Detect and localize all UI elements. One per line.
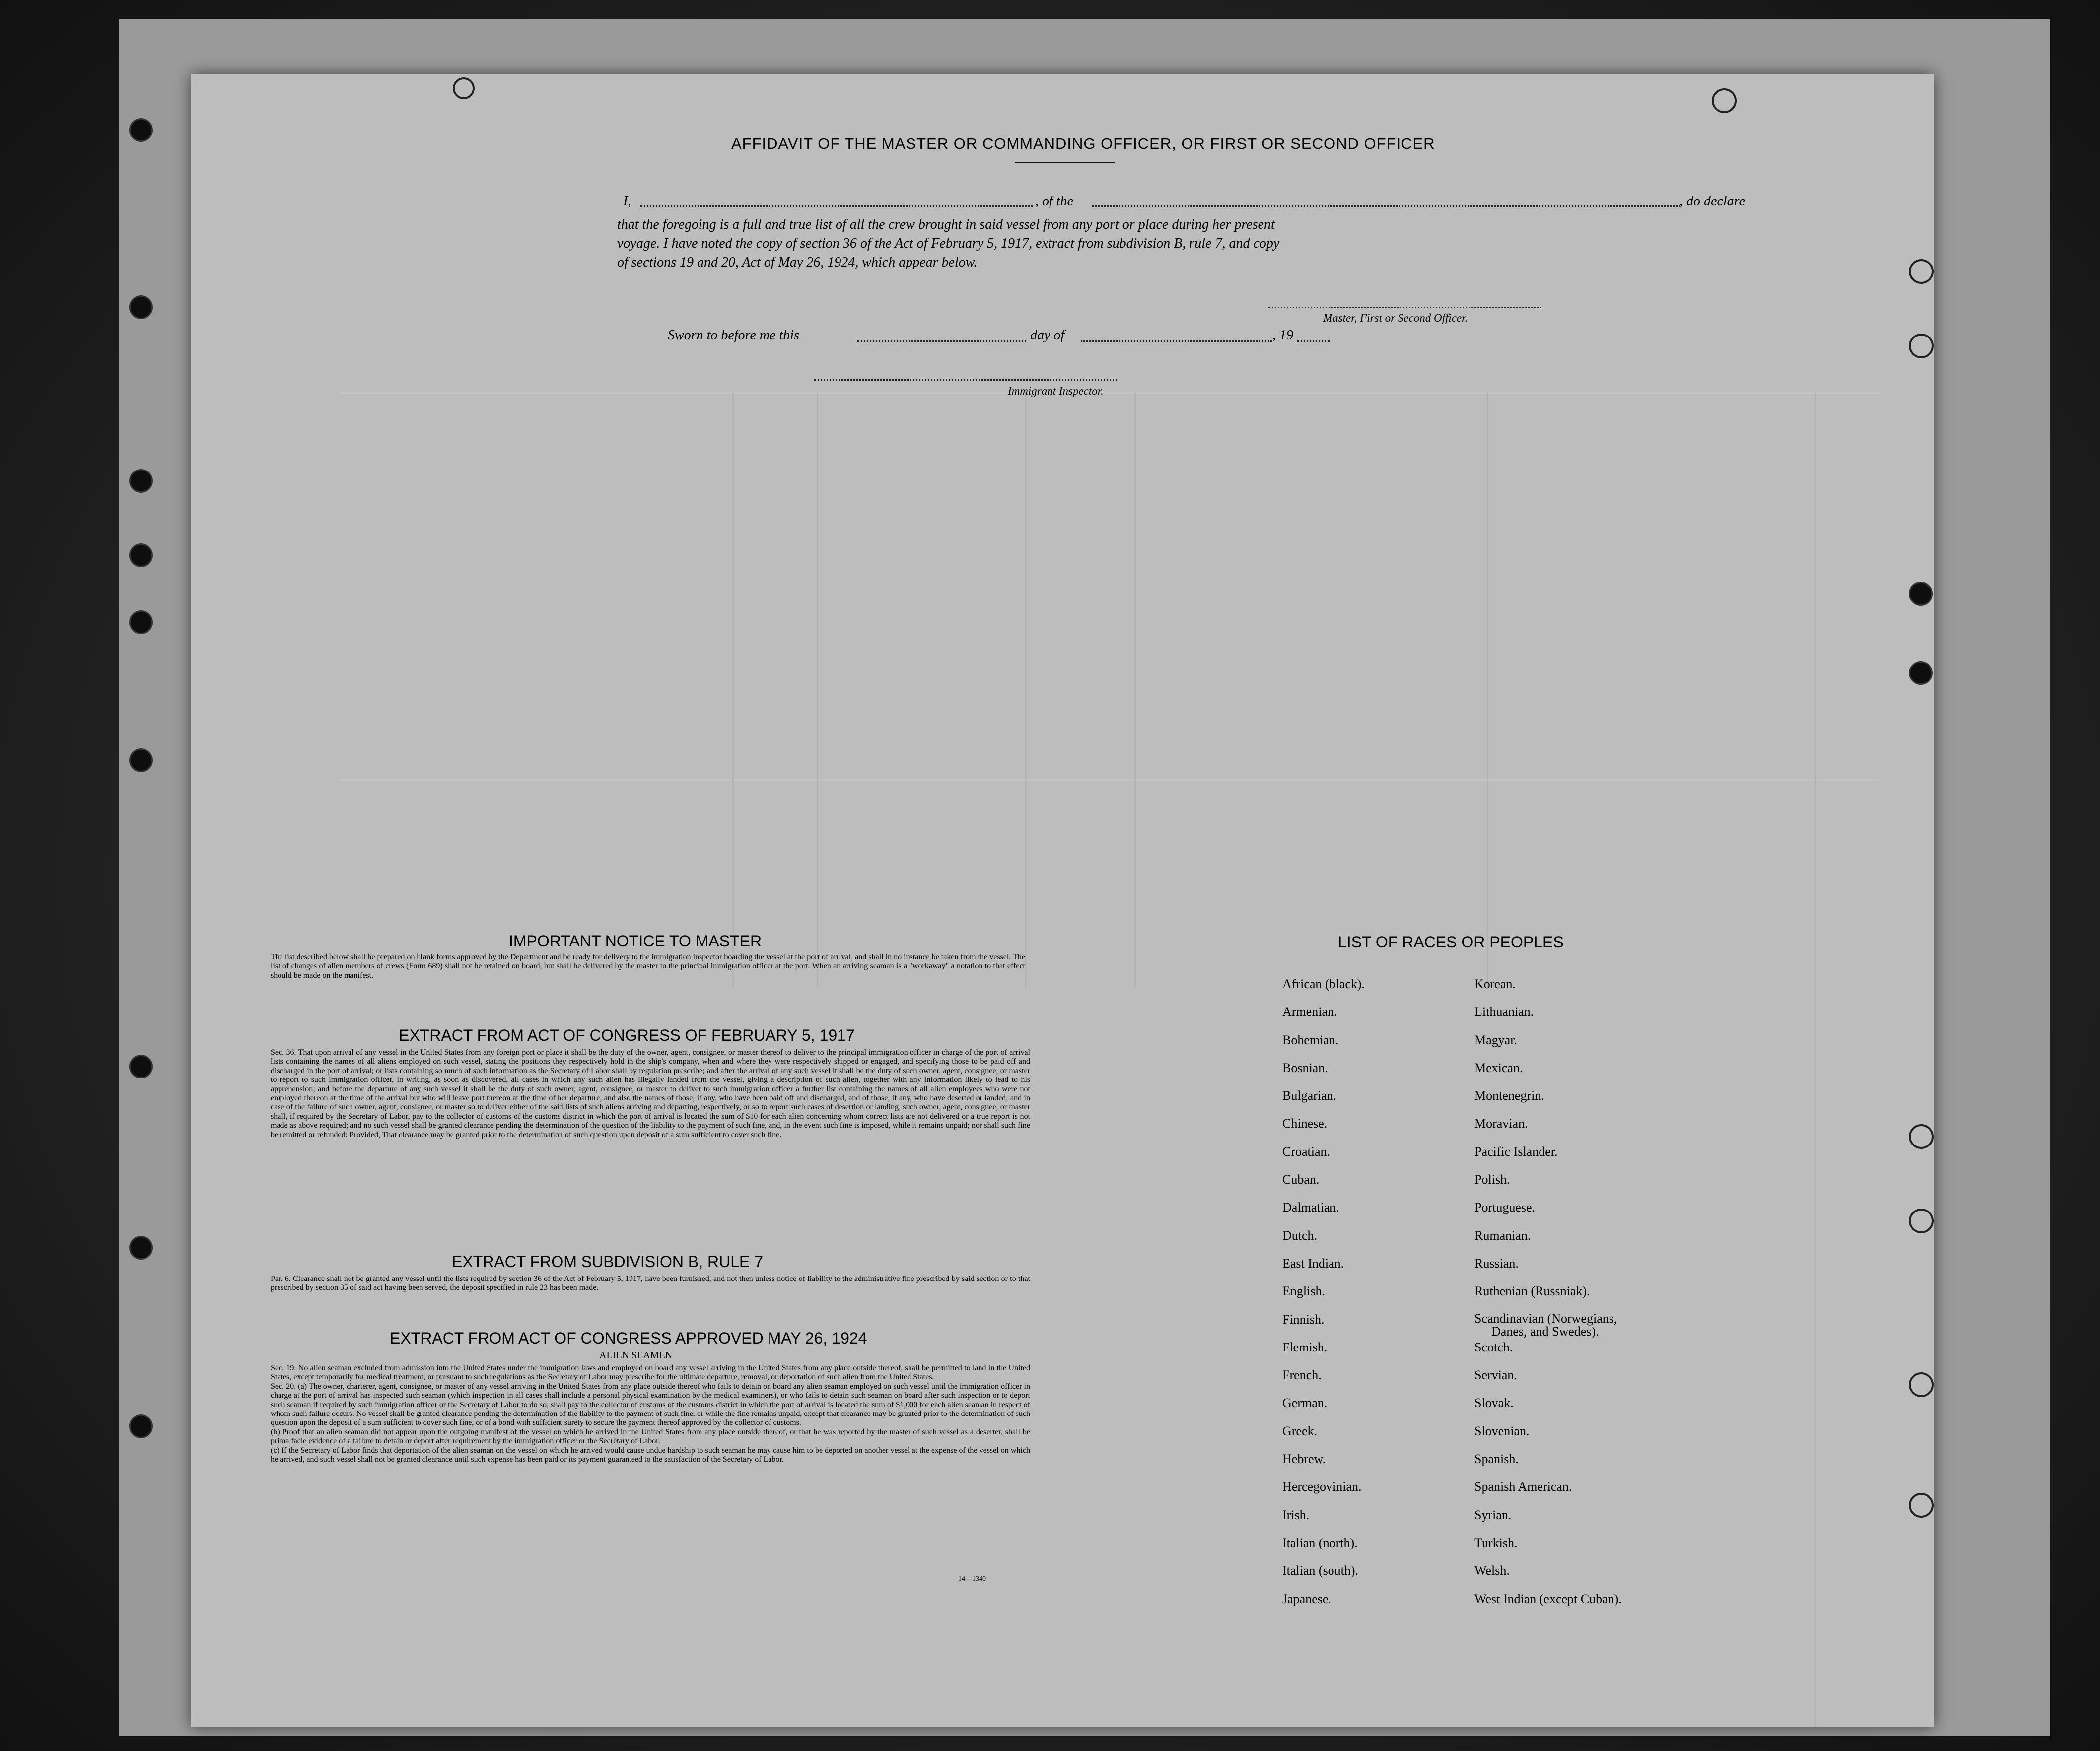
notice-title: IMPORTANT NOTICE TO MASTER — [509, 932, 762, 950]
binder-hole — [1909, 1209, 1934, 1233]
day-of-label: day of — [1030, 328, 1065, 343]
race-item: English. — [1282, 1284, 1325, 1299]
race-item: Spanish American. — [1474, 1480, 1572, 1494]
extract-1924-title: EXTRACT FROM ACT OF CONGRESS APPROVED MAY 26, 1924 — [390, 1329, 867, 1347]
race-item: Finnish. — [1282, 1312, 1325, 1327]
i-label: I, — [623, 194, 631, 209]
race-item: West Indian (except Cuban). — [1474, 1591, 1622, 1606]
binder-hole — [129, 1414, 153, 1438]
race-item: Japanese. — [1282, 1591, 1331, 1606]
race-item: Italian (south). — [1282, 1563, 1359, 1578]
race-item-scandinavian: Scandinavian (Norwegians, — [1474, 1311, 1617, 1326]
year-label: , 19 — [1272, 328, 1293, 343]
inspector-signature-field[interactable] — [814, 379, 1117, 381]
races-left-column — [1282, 977, 1365, 1619]
affidavit-line-i — [623, 194, 631, 209]
race-item: Syrian. — [1474, 1507, 1512, 1522]
affidavit-line-2: voyage. I have noted the copy of section 36 of the Act of February 5, 1917, extract from subdivision B, rule 7, and copy — [617, 236, 1280, 251]
binder-hole — [1909, 1372, 1934, 1397]
race-item: Slovak. — [1474, 1396, 1514, 1411]
master-signature-label: Master, First or Second Officer. — [1323, 312, 1468, 324]
sworn-year-field[interactable] — [1297, 340, 1330, 342]
race-item: Spanish. — [1474, 1452, 1519, 1467]
of-the-label: , of the — [1035, 194, 1073, 209]
binder-hole — [129, 295, 153, 319]
binder-hole — [129, 610, 153, 634]
race-item: Portuguese. — [1474, 1200, 1536, 1215]
race-item: French. — [1282, 1368, 1322, 1383]
binder-hole — [1909, 334, 1934, 358]
race-item: Dalmatian. — [1282, 1200, 1339, 1215]
sec-19: Sec. 19. No alien seaman excluded from admission into the United States under the immigration laws and employed on board any vessel arriving in the United States from any place outside thereof, shall be permitted to land in the United States, except temporarily for medical treatment, or pursuant to such regulations as the Secretary of Labor may prescribe for the ultimate departure, removal, or deportation of such alien from the United States. — [271, 1364, 1030, 1382]
binder-hole — [129, 543, 153, 567]
sworn-label: Sworn to before me this — [668, 328, 799, 343]
race-item: Montenegrin. — [1474, 1088, 1544, 1103]
race-item: East Indian. — [1282, 1256, 1344, 1271]
binder-hole — [453, 77, 475, 99]
affidavit-line-3: of sections 19 and 20, Act of May 26, 1924, which appear below. — [617, 255, 978, 270]
inspector-label: Immigrant Inspector. — [1008, 385, 1104, 397]
rule-7-title: EXTRACT FROM SUBDIVISION B, RULE 7 — [452, 1253, 764, 1271]
vessel-name-field[interactable] — [1092, 205, 1680, 207]
binder-hole — [129, 1236, 153, 1260]
race-item — [1474, 1312, 1622, 1340]
race-item: Ruthenian (Russniak). — [1474, 1284, 1590, 1299]
race-item: Flemish. — [1282, 1340, 1328, 1354]
race-item: Russian. — [1474, 1256, 1519, 1271]
binder-hole — [129, 118, 153, 142]
race-item: Croatian. — [1282, 1144, 1330, 1159]
notice-body: The list described below shall be prepared on blank forms approved by the Department and be ready for delivery to the immigration inspector boarding the vessel at the port of arrival, and shall in no instance be taken from the vessel. The list of changes of alien members of crews (Form 689) shall not be retained on board, but shall be delivered by the master to the principal immigration officer at the port. When an arriving seaman is a "workaway" a notation to that effect should be made on the manifest. — [271, 953, 1025, 980]
sec-20c: (c) If the Secretary of Labor finds that deportation of the alien seaman on the vessel on which he arrived would cause undue hardship to such seaman he may cause him to be deported on another vessel at the expense of the vessel on which he arrived, and such vessel shall not be granted clearance until such expense has been paid or its payment guaranteed to the satisfaction of the Secretary of Labor. — [271, 1446, 1030, 1464]
binder-hole — [1909, 1493, 1934, 1518]
binder-hole — [129, 748, 153, 772]
race-item: Hercegovinian. — [1282, 1480, 1362, 1494]
master-name-field[interactable] — [640, 205, 1033, 207]
race-item: Welsh. — [1474, 1563, 1510, 1578]
race-item-scandinavian-cont: Danes, and Swedes). — [1491, 1324, 1599, 1339]
race-item: African (black). — [1282, 977, 1365, 991]
rule-7-body: Par. 6. Clearance shall not be granted any vessel until the lists required by section 36 of the Act of February 5, 1917, have been furnished, and not then unless notice of liability to the administrative fine prescribed by said section or to that prescribed by section 35 of said act having been served, the deposit specified in rule 23 has been made. — [271, 1275, 1030, 1292]
alien-seamen-subtitle: ALIEN SEAMEN — [599, 1350, 673, 1361]
race-item: Turkish. — [1474, 1535, 1518, 1550]
affidavit-title-rule — [1015, 162, 1115, 163]
extract-1917-title: EXTRACT FROM ACT OF CONGRESS OF FEBRUARY 5, 1917 — [399, 1026, 855, 1044]
extract-1917-body: Sec. 36. That upon arrival of any vessel in the United States from any foreign port or place it shall be the duty of the owner, agent, consignee, or master thereof to deliver to the principal immigration officer in charge of the port of arrival lists containing the names of all aliens employed on such vessel, stating the positions they respectively hold in the ship's company, when and where they were respectively shipped or engaged, and specifying those to be paid off and discharged in the port of arrival; or lists containing so much of such information as the Secretary of Labor shall by regulation prescribe; and after the arrival of any such vessel it shall be the duty of such owner, agent, consignee, or master to report to such immigration officer, in writing, as soon as discovered, all cases in which any such alien has illegally landed from the vessel, giving a description of such alien, together with any information likely to lead to his apprehension; and before the departure of any such vessel it shall be the duty of such owner, agent, consignee, or master to deliver to such immigration officer a further list containing the names of all alien employees who were not employed thereon at the time of the arrival but who will leave port thereon at the time of her departure, and also the names of those, if any, who have been paid off and discharged, and of those, if any, who have deserted or landed; and in case of the failure of such owner, agent, consignee, or master so to deliver either of the said lists of such aliens arriving and departing, respectively, or so to report such cases of desertion or landing, such owner, agent, consignee, or master shall, if required by the Secretary of Labor, pay to the collector of customs of the customs district in which the port of arrival is located the sum of $10 for each alien concerning whom correct lists are not delivered or a true report is not made as above required; and no such vessel shall be granted clearance pending the determination of the question of the liability to the payment of such fine, and, in the event such fine is imposed, while it remains unpaid; nor shall such fine be remitted or refunded: Provided, That clearance may be granted prior to the determination of such question upon deposit of a sum sufficient to cover such fine. — [271, 1048, 1030, 1139]
race-item: Korean. — [1474, 977, 1516, 991]
binder-hole — [1909, 1124, 1934, 1149]
binder-hole — [1909, 582, 1933, 606]
race-item: German. — [1282, 1396, 1328, 1411]
sec-20a: Sec. 20. (a) The owner, charterer, agent, consignee, or master of any vessel arriving in the United States from any place outside thereof who fails to detain on board any alien seaman employed on such vessel until the immigration officer in charge at the port of arrival has inspected such seaman (which inspection in all cases shall include a personal physical examination by the medical examiners), or who fails to detain such seaman on board after such inspection or to deport such seaman if required by such immigration officer or the Secretary of Labor to do so, shall pay to the collector of customs of the customs district in which the port of arrival is located the sum of $1,000 for each alien seaman in respect of whom such failure occurs. No vessel shall be granted clearance pending the determination of the liability to the payment of such fine, or while the fine remains unpaid, except that clearance may be granted prior to the determination of such question upon the deposit of a sum sufficient to cover such fine, or of a bond with sufficient surety to secure the payment thereof approved by the collector of customs. — [271, 1382, 1030, 1427]
race-item: Scotch. — [1474, 1340, 1513, 1354]
race-item: Servian. — [1474, 1368, 1517, 1383]
race-item: Dutch. — [1282, 1228, 1318, 1243]
sworn-month-field[interactable] — [1081, 340, 1272, 342]
race-item: Cuban. — [1282, 1172, 1320, 1187]
binder-hole — [129, 469, 153, 493]
race-item: Armenian. — [1282, 1005, 1337, 1019]
race-item: Italian (north). — [1282, 1535, 1358, 1550]
binder-hole — [1909, 661, 1933, 685]
races-right-column — [1474, 977, 1622, 1619]
race-item: Pacific Islander. — [1474, 1144, 1558, 1159]
affidavit-title: AFFIDAVIT OF THE MASTER OR COMMANDING OFFICER, OR FIRST OR SECOND OFFICER — [731, 135, 1435, 152]
race-item: Greek. — [1282, 1423, 1318, 1438]
sworn-day-field[interactable] — [857, 340, 1026, 342]
race-item: Chinese. — [1282, 1116, 1328, 1131]
binder-hole — [1712, 88, 1737, 113]
race-item: Bohemian. — [1282, 1032, 1339, 1047]
race-item: Lithuanian. — [1474, 1005, 1534, 1019]
races-title: LIST OF RACES OR PEOPLES — [1338, 933, 1564, 951]
race-item: Moravian. — [1474, 1116, 1528, 1131]
race-item: Slovenian. — [1474, 1423, 1530, 1438]
binder-hole — [129, 1055, 153, 1078]
race-item: Bosnian. — [1282, 1060, 1328, 1075]
do-declare-label: , do declare — [1680, 194, 1745, 209]
race-item: Mexican. — [1474, 1060, 1523, 1075]
race-item: Irish. — [1282, 1507, 1310, 1522]
race-item: Polish. — [1474, 1172, 1510, 1187]
binder-hole — [1909, 259, 1934, 284]
master-signature-field[interactable] — [1268, 307, 1541, 308]
race-item: Magyar. — [1474, 1032, 1517, 1047]
race-item: Hebrew. — [1282, 1452, 1326, 1467]
sec-20b: (b) Proof that an alien seaman did not appear upon the outgoing manifest of the vessel on which he arrived in the United States from any place outside thereof, or that he was reported by the master of such vessel as a deserter, shall be prima facie evidence of a failure to detain or deport after requirement by the immigration officer or the Secretary of Labor. — [271, 1427, 1030, 1446]
race-item: Rumanian. — [1474, 1228, 1531, 1243]
manifest-page — [191, 74, 1934, 1727]
form-number: 14—1340 — [958, 1575, 986, 1583]
affidavit-line-1: that the foregoing is a full and true list of all the crew brought in said vessel from any port or place during her present — [617, 217, 1275, 232]
race-item: Bulgarian. — [1282, 1088, 1337, 1103]
